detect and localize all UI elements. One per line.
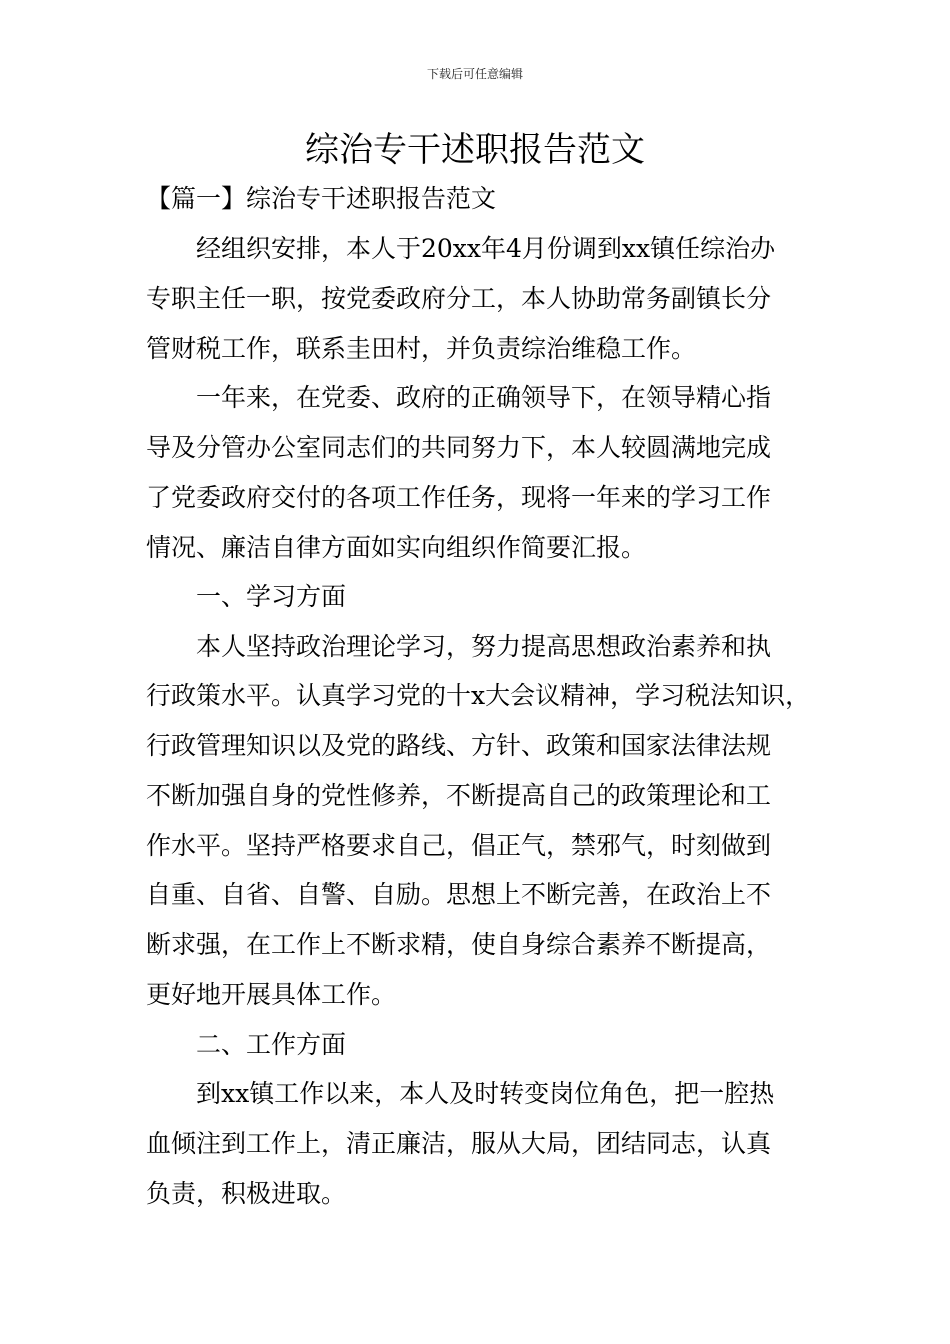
paragraph-line: 血倾注到工作上，清正廉洁，服从大局，团结同志，认真	[146, 1129, 772, 1158]
paragraph-line: 导及分管办公室同志们的共同努力下，本人较圆满地完成	[146, 433, 772, 462]
subsection-heading: 一、学习方面	[196, 582, 347, 611]
paragraph-line: 负责，积极进取。	[146, 1179, 347, 1208]
paragraph-line: 经组织安排，本人于20xx年4月份调到xx镇任综治办	[196, 234, 776, 263]
paragraph-line: 一年来，在党委、政府的正确领导下，在领导精心指	[196, 383, 772, 412]
section-heading: 【篇一】综治专干述职报告范文	[146, 184, 497, 213]
subsection-heading: 二、工作方面	[196, 1030, 347, 1059]
paragraph-line: 更好地开展具体工作。	[146, 980, 397, 1009]
paragraph-line: 情况、廉洁自律方面如实向组织作简要汇报。	[146, 533, 647, 562]
paragraph-line: 到xx镇工作以来，本人及时转变岗位角色，把一腔热	[196, 1079, 775, 1108]
paragraph-line: 断求强，在工作上不断求精，使自身综合素养不断提高，	[146, 930, 772, 959]
document-title: 综治专干述职报告范文	[305, 130, 645, 170]
paragraph-line: 作水平。坚持严格要求自己，倡正气，禁邪气，时刻做到	[146, 831, 772, 860]
header-note: 下载后可任意编辑	[426, 67, 523, 81]
paragraph-line: 自重、自省、自警、自励。思想上不断完善，在政治上不	[146, 880, 772, 909]
paragraph-line: 不断加强自身的党性修养，不断提高自己的政策理论和工	[146, 781, 772, 810]
paragraph-line: 专职主任一职，按党委政府分工，本人协助常务副镇长分	[146, 284, 772, 313]
paragraph-line: 行政策水平。认真学习党的十x大会议精神，学习税法知识，	[146, 681, 811, 710]
paragraph-line: 本人坚持政治理论学习，努力提高思想政治素养和执	[196, 632, 772, 661]
paragraph-line: 行政管理知识以及党的路线、方针、政策和国家法律法规	[146, 731, 772, 760]
paragraph-line: 管财税工作，联系圭田村，并负责综治维稳工作。	[146, 334, 697, 363]
paragraph-line: 了党委政府交付的各项工作任务，现将一年来的学习工作	[146, 483, 772, 512]
